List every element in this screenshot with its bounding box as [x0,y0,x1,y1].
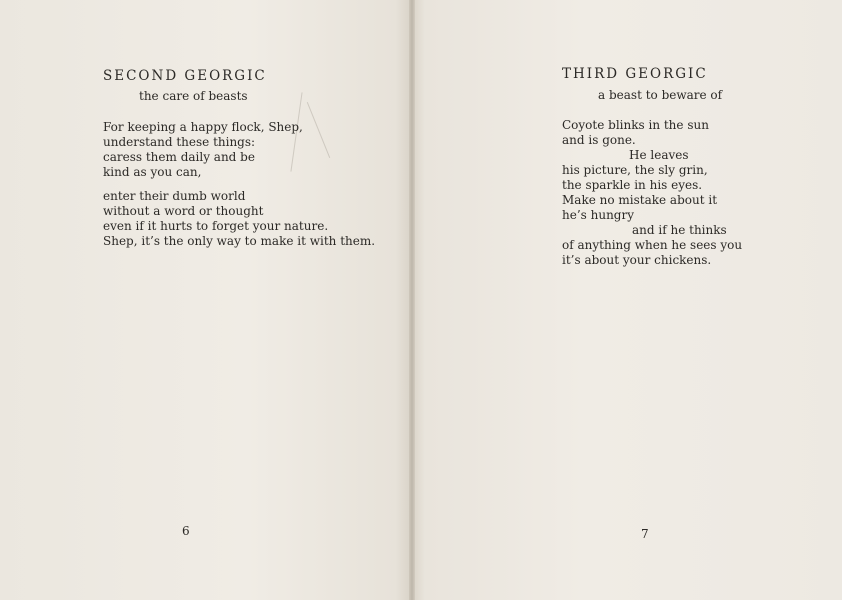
poem-line: and is gone. [562,133,636,147]
poem-line: of anything when he sees you [562,238,743,252]
poem-line: without a word or thought [103,204,264,218]
poem-line: his picture, the sly grin, [562,163,708,177]
poem-line: and if he thinks [632,223,727,237]
poem-line: kind as you can, [103,165,202,179]
poem-line: Shep, it’s the only way to make it with them. [103,234,376,248]
page-number: 7 [641,527,649,541]
poem-line: caress them daily and be [103,150,255,164]
poem-title: THIRD GEORGIC [562,66,708,82]
poem-line: He leaves [629,148,689,162]
poem-subtitle: a beast to beware of [598,88,723,102]
poem-line: enter their dumb world [103,189,246,203]
poem-line: even if it hurts to forget your nature. [103,219,329,233]
poem-title: SECOND GEORGIC [103,68,267,84]
poem-line: it’s about your chickens. [562,253,712,267]
poem-body [562,118,742,268]
stanza-break [103,180,375,189]
poem-line: For keeping a happy flock, Shep, [103,120,303,134]
right-page [412,0,842,600]
poem-line: the sparkle in his eyes. [562,178,703,192]
left-page [0,0,412,600]
poem-body [103,120,375,249]
page-number: 6 [182,524,190,538]
poem-line: Coyote blinks in the sun [562,118,709,132]
book-gutter [409,0,415,600]
poem-line: he’s hungry [562,208,634,222]
poem-subtitle: the care of beasts [139,89,248,103]
poem-line: understand these things: [103,135,256,149]
poem-line: Make no mistake about it [562,193,718,207]
